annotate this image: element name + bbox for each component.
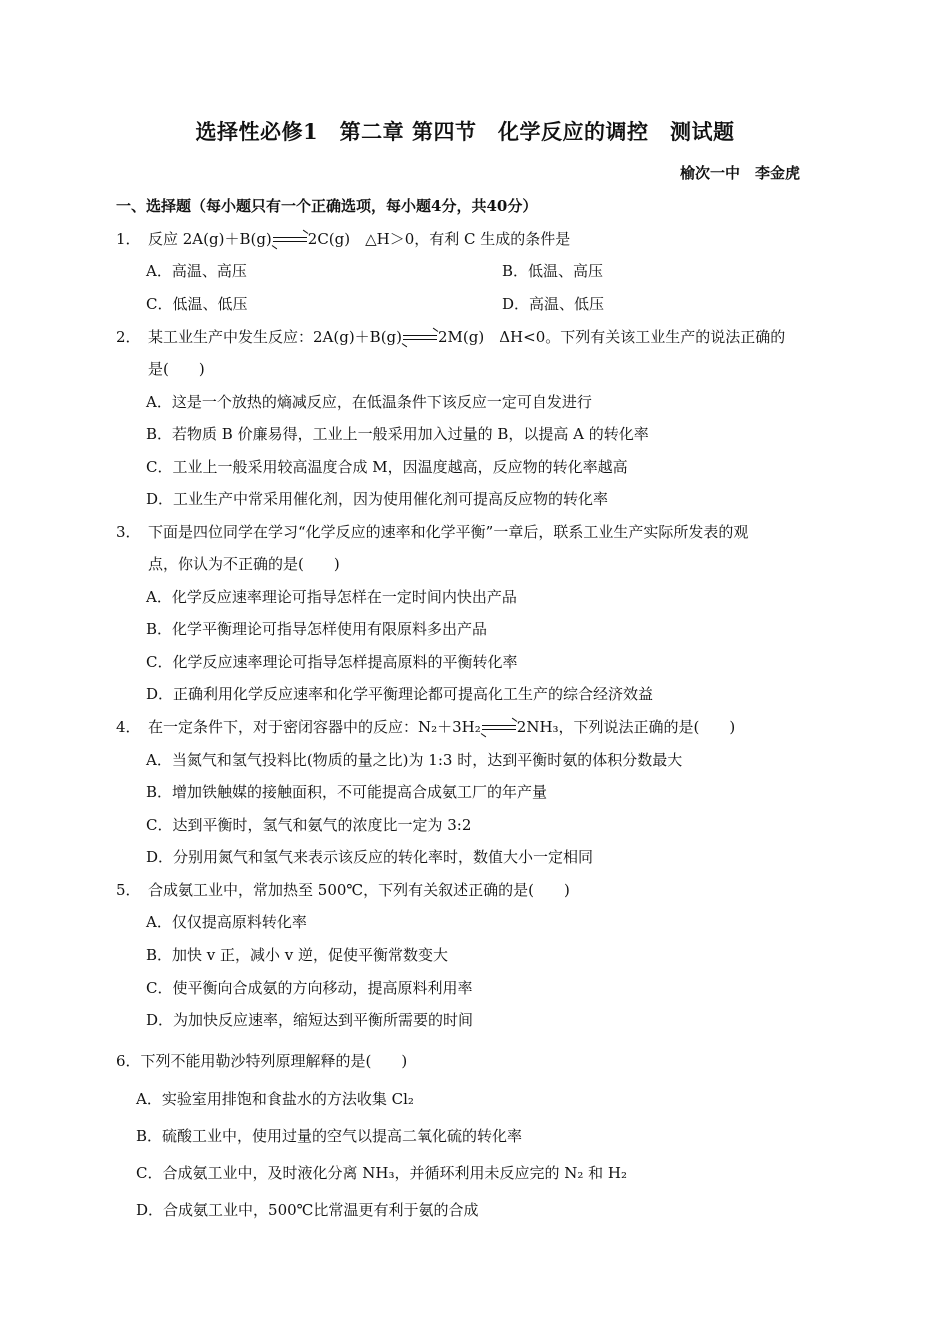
- page-title: 选择性必修1 第二章 第四节 化学反应的调控 测试题: [195, 119, 735, 144]
- q1-stem: [148, 229, 570, 249]
- q6-option-d: D．合成氨工业中，500℃比常温更有利于氨的合成: [136, 1201, 479, 1219]
- q4-option-c: C．达到平衡时，氢气和氨气的浓度比一定为 3:2: [146, 816, 472, 834]
- q4-option-b: B．增加铁触媒的接触面积，不可能提高合成氨工厂的年产量: [146, 783, 548, 801]
- q3-option-d: D．正确利用化学反应速率和化学平衡理论都可提高化工生产的综合经济效益: [146, 685, 654, 703]
- q4-stem-pre: 在一定条件下，对于密闭容器中的反应：N₂＋3H₂: [148, 718, 481, 736]
- q1-option-b: B．低温、高压: [502, 262, 604, 280]
- q5-number: 5．: [116, 881, 141, 899]
- q1-stem-pre: 反应 2A(g)＋B(g): [148, 230, 272, 248]
- q6-stem: 6．下列不能用勒沙特列原理解释的是( ): [116, 1052, 408, 1070]
- q5-option-a: A．仅仅提高原料转化率: [146, 913, 307, 931]
- q6-option-a: A．实验室用排饱和食盐水的方法收集 Cl₂: [136, 1090, 414, 1108]
- q3-number: 3．: [116, 523, 141, 541]
- q2-option-d: D．工业生产中常采用催化剂，因为使用催化剂可提高反应物的转化率: [146, 490, 609, 508]
- q4-stem: [148, 717, 735, 737]
- equilibrium-arrow-icon: [403, 332, 437, 344]
- q3-option-b: B．化学平衡理论可指导怎样使用有限原料多出产品: [146, 620, 488, 638]
- q1-number: 1．: [116, 230, 141, 248]
- section-heading: 一、选择题（每小题只有一个正确选项，每小题4分，共40分）: [116, 197, 538, 215]
- q1-option-a: A．高温、高压: [146, 262, 247, 280]
- q4-number: 4．: [116, 718, 141, 736]
- q6-option-c: C．合成氨工业中，及时液化分离 NH₃，并循环利用未反应完的 N₂ 和 H₂: [136, 1164, 628, 1182]
- q5-option-b: B．加快 v 正，减小 v 逆，促使平衡常数变大: [146, 946, 449, 964]
- q1-option-d: D．高温、低压: [502, 295, 605, 313]
- q4-stem-post: 2NH₃，下列说法正确的是( ): [516, 718, 736, 736]
- author-line: 榆次一中 李金虎: [679, 164, 800, 182]
- q2-stem: [148, 327, 785, 347]
- q2-number: 2．: [116, 328, 141, 346]
- equilibrium-arrow-icon: [482, 722, 516, 734]
- q1-stem-post: 2C(g) △H＞0，有利 C 生成的条件是: [307, 230, 571, 248]
- q6-option-b: B．硫酸工业中，使用过量的空气以提高二氧化硫的转化率: [136, 1127, 523, 1145]
- q2-option-a: A．这是一个放热的熵减反应，在低温条件下该反应一定可自发进行: [146, 393, 592, 411]
- q2-option-b: B．若物质 B 价廉易得，工业上一般采用加入过量的 B，以提高 A 的转化率: [146, 425, 649, 443]
- q3-option-c: C．化学反应速率理论可指导怎样提高原料的平衡转化率: [146, 653, 518, 671]
- q1-option-c: C．低温、低压: [146, 295, 248, 313]
- q3-stem: 下面是四位同学在学习“化学反应的速率和化学平衡”一章后，联系工业生产实际所发表的观: [148, 523, 749, 541]
- q4-option-a: A．当氮气和氢气投料比(物质的量之比)为 1:3 时，达到平衡时氨的体积分数最大: [146, 751, 683, 769]
- q5-option-c: C．使平衡向合成氨的方向移动，提高原料利用率: [146, 979, 473, 997]
- q5-option-d: D．为加快反应速率，缩短达到平衡所需要的时间: [146, 1011, 474, 1029]
- q5-stem: 合成氨工业中，常加热至 500℃，下列有关叙述正确的是( ): [148, 881, 570, 899]
- equilibrium-arrow-icon: [273, 234, 307, 246]
- q3-option-a: A．化学反应速率理论可指导怎样在一定时间内快出产品: [146, 588, 517, 606]
- q3-stem-line2: 点，你认为不正确的是( ): [148, 555, 340, 573]
- q2-option-c: C．工业上一般采用较高温度合成 M，因温度越高，反应物的转化率越高: [146, 458, 628, 476]
- q2-stem-pre: 某工业生产中发生反应：2A(g)＋B(g): [148, 328, 403, 346]
- q4-option-d: D．分别用氮气和氢气来表示该反应的转化率时，数值大小一定相同: [146, 848, 594, 866]
- q2-stem-line2: 是( ): [148, 360, 205, 378]
- q2-stem-post: 2M(g) ΔH<0。下列有关该工业生产的说法正确的: [438, 328, 786, 346]
